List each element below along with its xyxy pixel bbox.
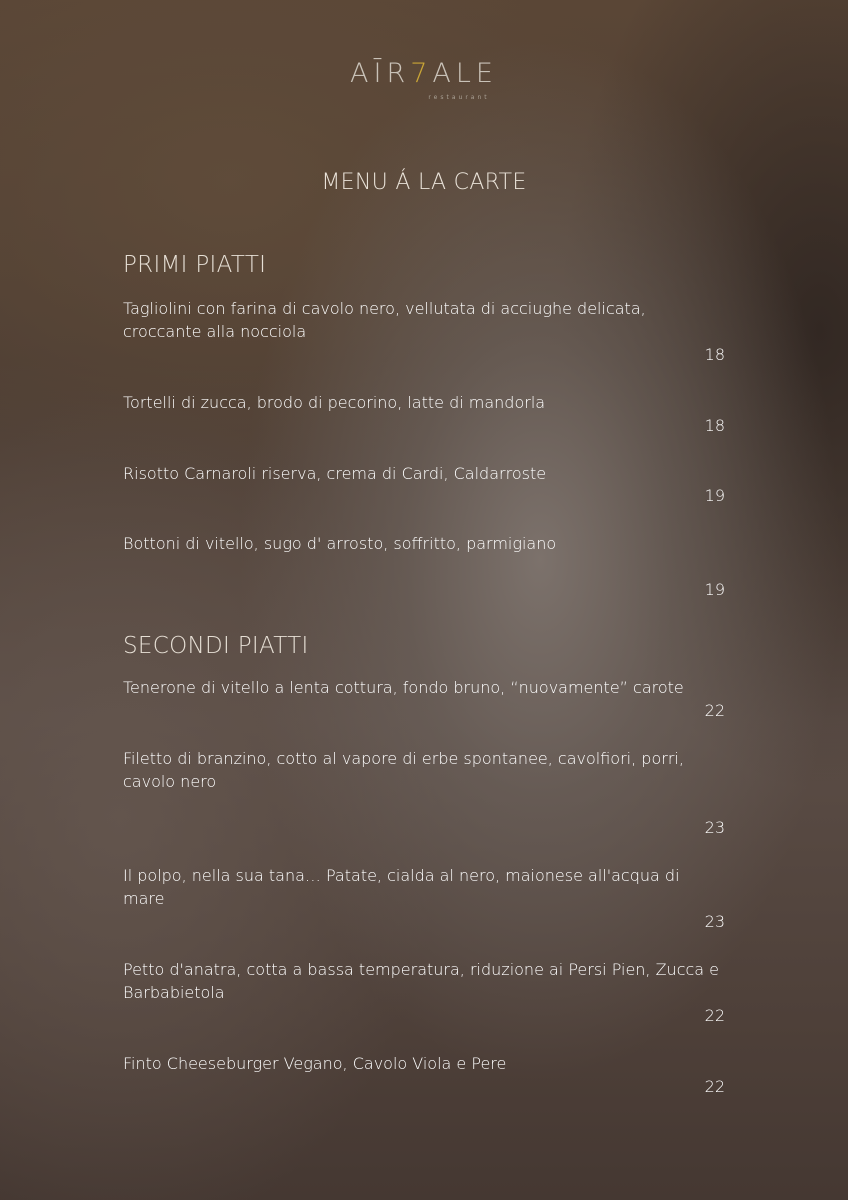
dish-price: 18: [704, 416, 725, 435]
dish-name: Filetto di branzino, cotto al vapore di erbe spontanee, cavolfiori, porri, cavolo nero: [123, 749, 684, 791]
dish-name: Tagliolini con farina di cavolo nero, vellutata di acciughe delicata, croccante alla nocciola: [123, 299, 646, 341]
section-title-secondi: SECONDI PIATTI: [123, 633, 309, 659]
dish-price: 23: [704, 818, 725, 837]
logo-wordmark-pre: AĪR: [350, 58, 411, 89]
dish-price: 23: [704, 912, 725, 931]
dish-price: 19: [704, 580, 725, 599]
dish-name: Bottoni di vitello, sugo d' arrosto, soffritto, parmigiano: [123, 534, 557, 553]
section-title-primi: PRIMI PIATTI: [123, 252, 267, 278]
logo-wordmark-post: ALE: [432, 58, 498, 89]
dish-name: Finto Cheeseburger Vegano, Cavolo Viola e Pere: [123, 1054, 507, 1073]
logo-subtitle: restaurant: [428, 94, 490, 101]
dish-name: Tenerone di vitello a lenta cottura, fondo bruno, “nuovamente” carote: [123, 678, 684, 697]
dish-price: 22: [704, 701, 725, 720]
dish-name: Il polpo, nella sua tana… Patate, cialda al nero, maionese all'acqua di mare: [123, 866, 680, 908]
dish-price: 19: [704, 486, 725, 505]
dish-name: Risotto Carnaroli riserva, crema di Cardi, Caldarroste: [123, 464, 547, 483]
dish-price: 22: [704, 1077, 725, 1096]
logo-wordmark: [350, 58, 498, 90]
menu-title: MENU Á LA CARTE: [321, 170, 527, 195]
restaurant-logo: [0, 58, 848, 101]
dish-price: 18: [704, 345, 725, 364]
dish-price: 22: [704, 1006, 725, 1025]
logo-wordmark-accent: 7: [410, 58, 433, 89]
dish-name: Petto d'anatra, cotta a bassa temperatura, riduzione ai Persi Pien, Zucca e Barbabietola: [123, 960, 720, 1002]
dish-name: Tortelli di zucca, brodo di pecorino, latte di mandorla: [123, 393, 546, 412]
